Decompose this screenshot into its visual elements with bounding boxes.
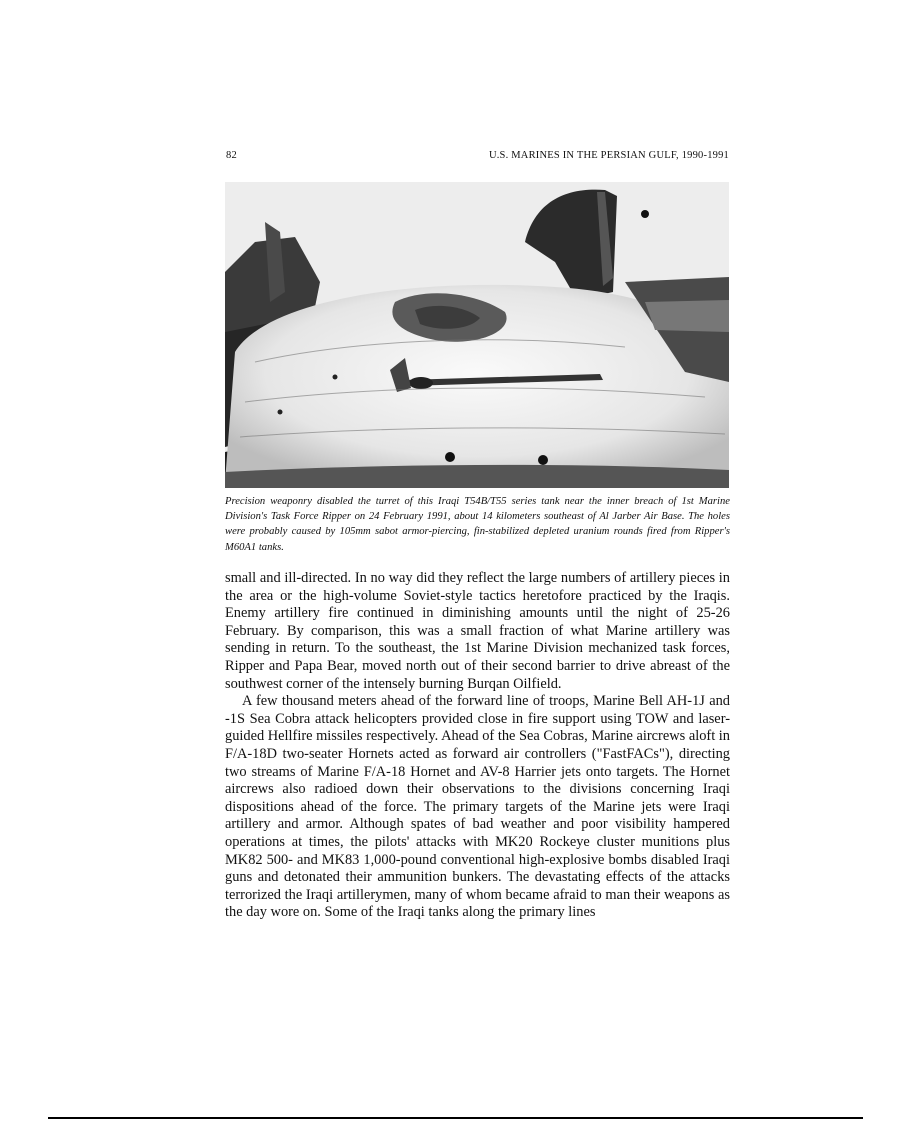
running-title: U.S. MARINES IN THE PERSIAN GULF, 1990-1991 [488,150,729,161]
body-paragraph-1: small and ill-directed. In no way did they reflect the large numbers of artillery pieces in the area or the high-volume Soviet-style tactics heretofore practiced by the Iraqis. Enemy artillery fire continued in diminishing amounts until the night of 25-26 February. By comparison, this was a small fraction of what Marine artillery was sending in return. To the southeast, the 1st Marine Division mechanized task forces, Ripper and Papa Bear, moved north out of their second barrier to drive abreast of the southwest corner of the intensely burning Burqan Oilfield. [225,570,730,692]
footer-rule [48,1117,863,1119]
page-number: 82 [226,150,237,161]
article-body [225,570,730,922]
photo-caption: Precision weaponry disabled the turret of this Iraqi T54B/T55 series tank near the inner breach of 1st Marine Division's Task Force Ripper on 24 February 1991, about 14 kilometers southeast of Al Jarber Air Base. The holes were probably caused by 105mm sabot armor-piercing, fin-stabilized depleted uranium rounds fired from Ripper's M60A1 tanks. [225,496,730,553]
tank-turret-photo [225,182,729,488]
body-paragraph-2: A few thousand meters ahead of the forward line of troops, Marine Bell AH-1J and -1S Sea Cobra attack helicopters provided close in fire support using TOW and laser-guided Hellfire missiles respectively. Ahead of the Sea Cobras, Marine aircrews aloft in F/A-18D two-seater Hornets acted as forward air controllers ("FastFACs"), directing two streams of Marine F/A-18 Hornet and AV-8 Harrier jets onto targets. The Hornet aircrews also radioed down their observations to the divisions concerning Iraqi dispositions ahead of the force. The primary targets of the Marine jets were Iraqi artillery and armor. Although spates of bad weather and poor visibility hampered operations at times, the pilots' attacks with MK20 Rockeye cluster munitions plus MK82 500- and MK83 1,000-pound conventional high-explosive bombs disabled Iraqi guns and detonated their ammunition bunkers. The devastating effects of the attacks terrorized the Iraqi artillerymen, many of whom became afraid to man their weapons as the day wore on. Some of the Iraqi tanks along the primary lines [225,693,730,921]
running-head [226,150,729,166]
